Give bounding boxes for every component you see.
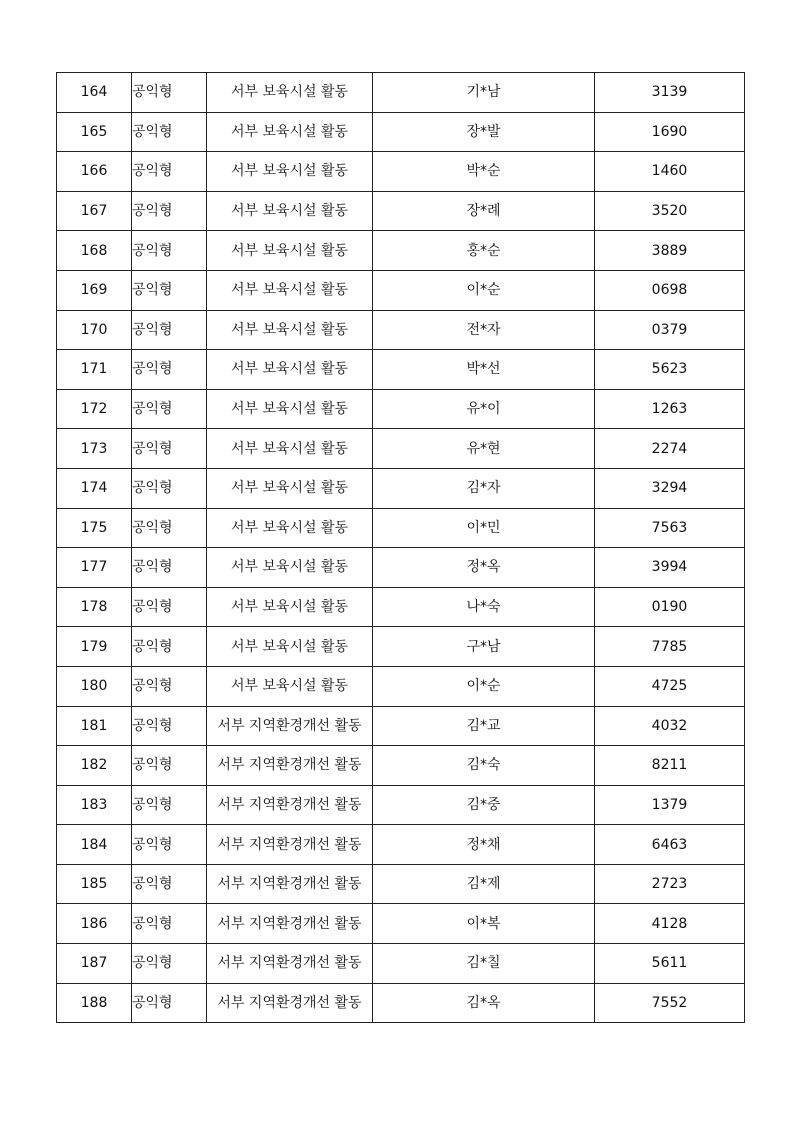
- participant-name-cell: 장*발: [373, 112, 595, 152]
- participant-name-cell: 이*민: [373, 508, 595, 548]
- row-number-cell: 164: [57, 73, 132, 113]
- activity-name-cell: 서부 보육시설 활동: [207, 310, 373, 350]
- activity-name-cell: 서부 보육시설 활동: [207, 429, 373, 469]
- row-number-cell: 174: [57, 468, 132, 508]
- row-number-cell: 183: [57, 785, 132, 825]
- activity-name-cell: 서부 보육시설 활동: [207, 627, 373, 667]
- table-row: [57, 548, 745, 588]
- participant-name-cell: 김*교: [373, 706, 595, 746]
- table-row: [57, 706, 745, 746]
- table-row: [57, 825, 745, 865]
- program-type-cell: 공익형: [132, 73, 207, 113]
- program-type-cell: 공익형: [132, 429, 207, 469]
- table-row: [57, 191, 745, 231]
- row-number-cell: 165: [57, 112, 132, 152]
- activity-name-cell: 서부 지역환경개선 활동: [207, 825, 373, 865]
- program-type-cell: 공익형: [132, 587, 207, 627]
- participant-name-cell: 김*중: [373, 785, 595, 825]
- activity-name-cell: 서부 보육시설 활동: [207, 191, 373, 231]
- table-row: [57, 389, 745, 429]
- program-type-cell: 공익형: [132, 666, 207, 706]
- table-row: [57, 468, 745, 508]
- program-type-cell: 공익형: [132, 785, 207, 825]
- table-row: [57, 666, 745, 706]
- table-row: [57, 627, 745, 667]
- row-number-cell: 182: [57, 746, 132, 786]
- participant-code-cell: 1460: [595, 152, 745, 192]
- participant-code-cell: 7785: [595, 627, 745, 667]
- participant-code-cell: 3889: [595, 231, 745, 271]
- table-row: [57, 785, 745, 825]
- activity-name-cell: 서부 보육시설 활동: [207, 587, 373, 627]
- table-row: [57, 310, 745, 350]
- activity-name-cell: 서부 보육시설 활동: [207, 508, 373, 548]
- participant-name-cell: 정*채: [373, 825, 595, 865]
- program-type-cell: 공익형: [132, 983, 207, 1023]
- activity-name-cell: 서부 지역환경개선 활동: [207, 944, 373, 984]
- participant-code-cell: 8211: [595, 746, 745, 786]
- participant-table-body: [57, 73, 745, 1023]
- program-type-cell: 공익형: [132, 350, 207, 390]
- row-number-cell: 170: [57, 310, 132, 350]
- participant-code-cell: 7563: [595, 508, 745, 548]
- table-row: [57, 112, 745, 152]
- activity-name-cell: 서부 보육시설 활동: [207, 350, 373, 390]
- row-number-cell: 180: [57, 666, 132, 706]
- table-row: [57, 73, 745, 113]
- participant-name-cell: 박*순: [373, 152, 595, 192]
- participant-name-cell: 전*자: [373, 310, 595, 350]
- program-type-cell: 공익형: [132, 152, 207, 192]
- row-number-cell: 166: [57, 152, 132, 192]
- row-number-cell: 168: [57, 231, 132, 271]
- activity-name-cell: 서부 보육시설 활동: [207, 548, 373, 588]
- participant-name-cell: 김*자: [373, 468, 595, 508]
- participant-name-cell: 장*례: [373, 191, 595, 231]
- participant-code-cell: 1690: [595, 112, 745, 152]
- activity-name-cell: 서부 지역환경개선 활동: [207, 864, 373, 904]
- program-type-cell: 공익형: [132, 508, 207, 548]
- participant-name-cell: 기*남: [373, 73, 595, 113]
- row-number-cell: 167: [57, 191, 132, 231]
- participant-code-cell: 5623: [595, 350, 745, 390]
- table-row: [57, 904, 745, 944]
- table-row: [57, 864, 745, 904]
- row-number-cell: 178: [57, 587, 132, 627]
- participant-code-cell: 3994: [595, 548, 745, 588]
- participant-code-cell: 4128: [595, 904, 745, 944]
- table-row: [57, 508, 745, 548]
- program-type-cell: 공익형: [132, 112, 207, 152]
- participant-name-cell: 정*옥: [373, 548, 595, 588]
- activity-name-cell: 서부 보육시설 활동: [207, 666, 373, 706]
- table-row: [57, 944, 745, 984]
- table-row: [57, 350, 745, 390]
- participant-name-cell: 김*칠: [373, 944, 595, 984]
- row-number-cell: 175: [57, 508, 132, 548]
- participant-name-cell: 박*선: [373, 350, 595, 390]
- activity-name-cell: 서부 보육시설 활동: [207, 112, 373, 152]
- participant-code-cell: 0190: [595, 587, 745, 627]
- table-row: [57, 231, 745, 271]
- program-type-cell: 공익형: [132, 468, 207, 508]
- participant-code-cell: 3139: [595, 73, 745, 113]
- program-type-cell: 공익형: [132, 864, 207, 904]
- table-row: [57, 429, 745, 469]
- program-type-cell: 공익형: [132, 231, 207, 271]
- participant-name-cell: 이*순: [373, 666, 595, 706]
- row-number-cell: 172: [57, 389, 132, 429]
- program-type-cell: 공익형: [132, 310, 207, 350]
- row-number-cell: 173: [57, 429, 132, 469]
- participant-code-cell: 7552: [595, 983, 745, 1023]
- activity-name-cell: 서부 보육시설 활동: [207, 231, 373, 271]
- participant-name-cell: 이*복: [373, 904, 595, 944]
- program-type-cell: 공익형: [132, 270, 207, 310]
- activity-name-cell: 서부 지역환경개선 활동: [207, 746, 373, 786]
- activity-name-cell: 서부 지역환경개선 활동: [207, 983, 373, 1023]
- activity-name-cell: 서부 지역환경개선 활동: [207, 706, 373, 746]
- activity-name-cell: 서부 보육시설 활동: [207, 73, 373, 113]
- participant-name-cell: 김*제: [373, 864, 595, 904]
- table-row: [57, 152, 745, 192]
- participant-name-cell: 김*숙: [373, 746, 595, 786]
- participant-code-cell: 3294: [595, 468, 745, 508]
- row-number-cell: 177: [57, 548, 132, 588]
- row-number-cell: 187: [57, 944, 132, 984]
- row-number-cell: 188: [57, 983, 132, 1023]
- row-number-cell: 181: [57, 706, 132, 746]
- row-number-cell: 179: [57, 627, 132, 667]
- row-number-cell: 184: [57, 825, 132, 865]
- participant-name-cell: 나*숙: [373, 587, 595, 627]
- participant-code-cell: 2274: [595, 429, 745, 469]
- table-row: [57, 746, 745, 786]
- table-row: [57, 270, 745, 310]
- activity-name-cell: 서부 보육시설 활동: [207, 270, 373, 310]
- participant-code-cell: 1263: [595, 389, 745, 429]
- program-type-cell: 공익형: [132, 825, 207, 865]
- participant-name-cell: 구*남: [373, 627, 595, 667]
- program-type-cell: 공익형: [132, 548, 207, 588]
- participant-name-cell: 홍*순: [373, 231, 595, 271]
- program-type-cell: 공익형: [132, 191, 207, 231]
- participant-code-cell: 1379: [595, 785, 745, 825]
- activity-name-cell: 서부 보육시설 활동: [207, 468, 373, 508]
- table-row: [57, 587, 745, 627]
- participant-name-cell: 이*순: [373, 270, 595, 310]
- activity-name-cell: 서부 보육시설 활동: [207, 389, 373, 429]
- participant-code-cell: 2723: [595, 864, 745, 904]
- participant-code-cell: 3520: [595, 191, 745, 231]
- participant-code-cell: 4032: [595, 706, 745, 746]
- program-type-cell: 공익형: [132, 627, 207, 667]
- program-type-cell: 공익형: [132, 389, 207, 429]
- row-number-cell: 186: [57, 904, 132, 944]
- participant-code-cell: 4725: [595, 666, 745, 706]
- program-type-cell: 공익형: [132, 904, 207, 944]
- participant-name-cell: 유*현: [373, 429, 595, 469]
- participant-code-cell: 0698: [595, 270, 745, 310]
- activity-name-cell: 서부 지역환경개선 활동: [207, 904, 373, 944]
- participant-code-cell: 0379: [595, 310, 745, 350]
- program-type-cell: 공익형: [132, 706, 207, 746]
- participant-table: [56, 72, 745, 1023]
- row-number-cell: 169: [57, 270, 132, 310]
- program-type-cell: 공익형: [132, 944, 207, 984]
- activity-name-cell: 서부 보육시설 활동: [207, 152, 373, 192]
- activity-name-cell: 서부 지역환경개선 활동: [207, 785, 373, 825]
- participant-name-cell: 김*옥: [373, 983, 595, 1023]
- row-number-cell: 171: [57, 350, 132, 390]
- participant-code-cell: 5611: [595, 944, 745, 984]
- participant-name-cell: 유*이: [373, 389, 595, 429]
- participant-code-cell: 6463: [595, 825, 745, 865]
- table-row: [57, 983, 745, 1023]
- program-type-cell: 공익형: [132, 746, 207, 786]
- row-number-cell: 185: [57, 864, 132, 904]
